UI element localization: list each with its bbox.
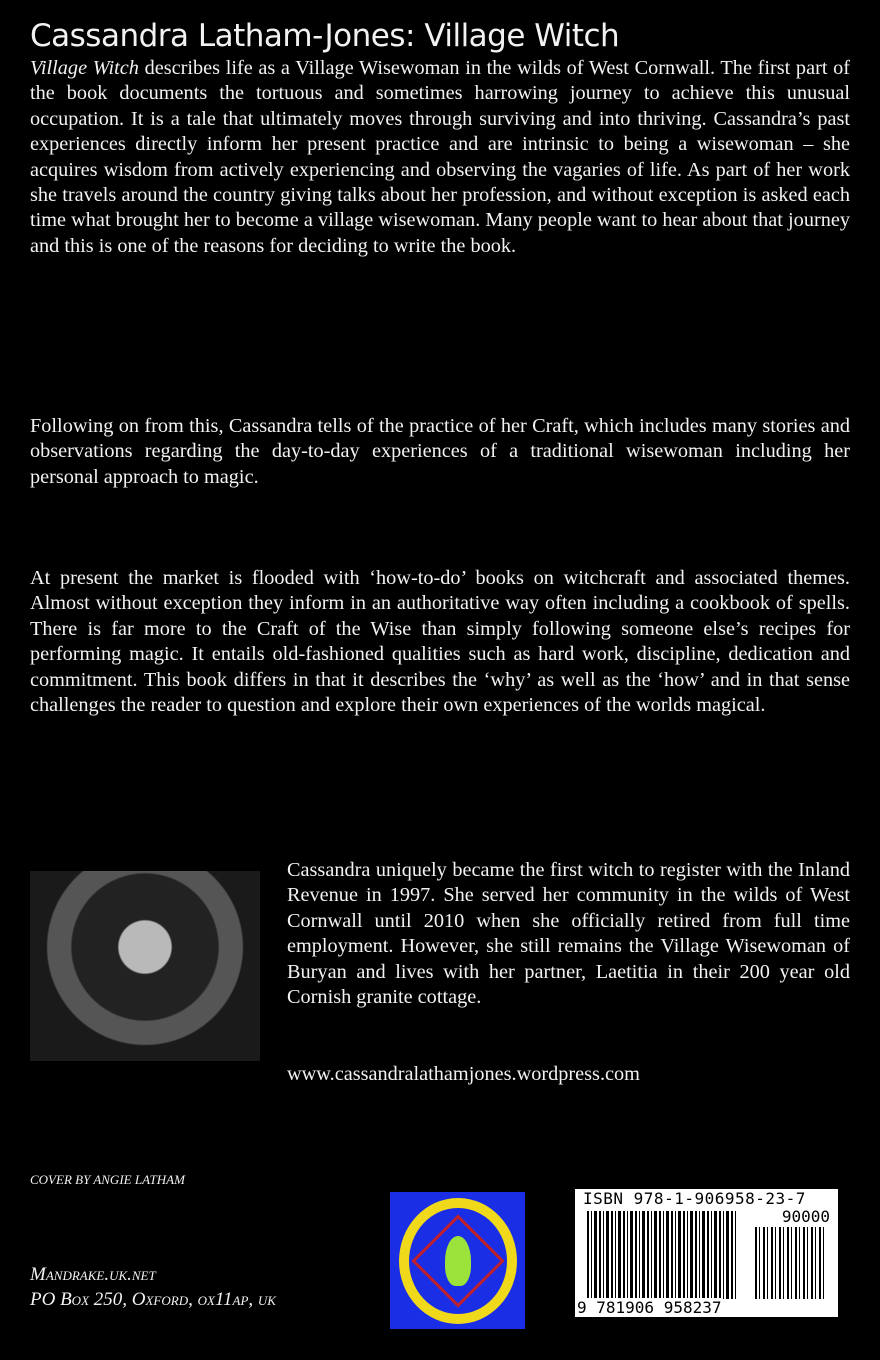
author-photo bbox=[30, 871, 260, 1061]
addon-bars bbox=[755, 1227, 825, 1299]
isbn-barcode bbox=[575, 1189, 838, 1317]
logo-ring bbox=[399, 1198, 517, 1324]
author-website-link[interactable]: www.cassandralathamjones.wordpress.com bbox=[287, 1063, 640, 1085]
mandrake-logo bbox=[390, 1192, 525, 1329]
barcode-bars bbox=[587, 1211, 737, 1299]
author-bio: Cassandra uniquely became the first witch to register with the Inland Revenue in 1997. She served her community in the wilds of West Cornwall until 2010 when she officially retired from full time employment. However, she still remains the Village Wisewoman of Buryan and lives with her partner, Laetitia in their 200 year old Cornish granite cottage. bbox=[287, 859, 850, 1009]
book-title: Cassandra Latham-Jones: Village Witch bbox=[30, 18, 620, 54]
description-paragraph-1 bbox=[30, 56, 850, 259]
paragraph-text: describes life as a Village Wisewoman in the wilds of West Cornwall. The first part of the book documents the tortuous and sometimes harrowing journey to achieve this unusual occupation. It is a tale that ultimately moves through surviving and into thriving. Cassandra’s past experiences directly inform her present practice and are intrinsic to being a wisewoman – she acquires wisdom from actively experiencing and observing the vagaries of life. As part of her work she travels around the country giving talks about her profession, and without exception is asked each time what brought her to become a village wisewoman. Many people want to hear about that journey and this is one of the reasons for deciding to write the book. bbox=[30, 57, 851, 257]
description-paragraph-2: Following on from this, Cassandra tells of the practice of her Craft, which includes many stories and observations regarding the day-to-day experiences of a traditional wisewoman including her personal approach to magic. bbox=[30, 415, 850, 488]
book-title-italic: Village Witch bbox=[30, 57, 139, 79]
description-paragraph-3: At present the market is flooded with ‘how-to-do’ books on witchcraft and associated themes. Almost without exception they inform in an authoritative way often including a cookbook of spells. There is far more to the Craft of the Wise than simply following someone else’s recipes for performing magic. It entails old-fashioned qualities such as hard work, discipline, dedication and commitment. This book differs in that it describes the ‘why’ as well as the ‘how’ and in that sense challenges the reader to question and explore their own experiences of the worlds magical. bbox=[30, 567, 850, 717]
publisher-address: PO Box 250, Oxford, ox11ap, uk bbox=[30, 1289, 276, 1310]
cover-credit: COVER BY ANGIE LATHAM bbox=[30, 1172, 185, 1187]
ean-number: 9 781906 958237 bbox=[577, 1298, 722, 1317]
isbn-text: ISBN 978-1-906958-23-7 bbox=[583, 1189, 806, 1208]
publisher-site: Mandrake.uk.net bbox=[30, 1264, 156, 1285]
publisher-info bbox=[30, 1262, 276, 1312]
mandrake-plant-icon bbox=[445, 1236, 471, 1286]
price-addon: 90000 bbox=[781, 1207, 830, 1226]
